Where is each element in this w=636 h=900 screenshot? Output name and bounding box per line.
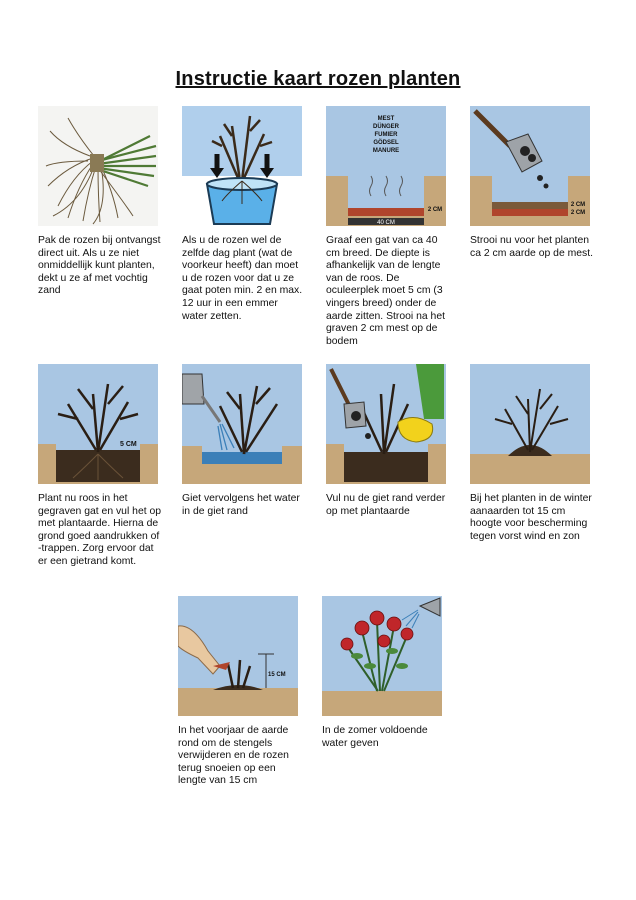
fill-soil-image <box>326 364 446 484</box>
step-2-text: Als u de rozen wel de zelfde dag plant (wat de voorkeur heeft) dan moet u de rozen voor dat u ze gaat poten min. 2 en max. 12 uur in een emmer water zetten. <box>182 235 303 322</box>
step-4 <box>470 106 594 260</box>
step-7-text: Vul nu de giet rand verder op met plantaarde <box>326 493 446 517</box>
roses-in-bucket-image <box>182 106 302 226</box>
water-rose-image <box>182 364 302 484</box>
step-1 <box>38 106 162 298</box>
soil-on-manure-image <box>470 106 590 226</box>
step-6-text: Giet vervolgens het water in de giet rand <box>182 493 300 517</box>
step-10 <box>322 596 446 750</box>
step-4-text: Strooi nu voor het planten ca 2 cm aarde op de mest. <box>470 235 594 259</box>
label-2cm-bottom: 2 CM <box>570 210 586 216</box>
label-15cm: 15 CM <box>268 672 286 678</box>
bare-root-roses-image <box>38 106 158 226</box>
plant-rose-image <box>38 364 158 484</box>
step-10-text: In de zomer voldoende water geven <box>322 725 428 749</box>
label-dunger: DÜNGER <box>372 124 400 130</box>
label-2cm-top: 2 CM <box>570 202 586 208</box>
step-5 <box>38 364 162 569</box>
step-9 <box>178 596 302 788</box>
step-8 <box>470 364 594 543</box>
step-1-text: Pak de rozen bij ontvangst direct uit. Als u ze niet onmiddellijk kunt planten, dekt u ze af met vochtig zand <box>38 235 161 297</box>
page-title: Instructie kaart rozen planten <box>175 68 461 90</box>
label-mest: MEST <box>377 116 395 122</box>
step-9-text: In het voorjaar de aarde rond om de stengels verwijderen en de rozen terug snoeien op een lengte van 15 cm <box>178 725 289 787</box>
label-manure: MANURE <box>372 148 400 154</box>
step-5-text: Plant nu roos in het gegraven gat en vul het op met plantaarde. Hierna de grond goed aandrukken of -trappen. Zorg ervoor dat er een gietrand komt. <box>38 493 162 567</box>
summer-watering-image <box>322 596 442 716</box>
dig-hole-image <box>326 106 446 226</box>
step-7 <box>326 364 450 518</box>
step-3-text: Graaf een gat van ca 40 cm breed. De diepte is afhankelijk van de lengte van de roos. De oculeerplek moet 5 cm (3 vingers breed) onder de aarde zitten. Strooi na het graven 2 cm mest op de bodem <box>326 235 445 347</box>
step-2 <box>182 106 306 323</box>
winter-earthing-image <box>470 364 590 484</box>
label-5cm: 5 CM <box>120 441 137 448</box>
pruning-image <box>178 596 298 716</box>
step-3 <box>326 106 450 348</box>
label-fumier: FUMIER <box>374 132 398 138</box>
step-8-text: Bij het planten in de winter aanaarden tot 15 cm hoogte voor bescherming tegen vorst wind en zon <box>470 493 592 542</box>
label-godsel: GÖDSEL <box>373 140 399 146</box>
label-2cm: 2 CM <box>427 207 443 213</box>
step-6 <box>182 364 306 518</box>
label-40cm: 40 CM <box>377 220 395 226</box>
